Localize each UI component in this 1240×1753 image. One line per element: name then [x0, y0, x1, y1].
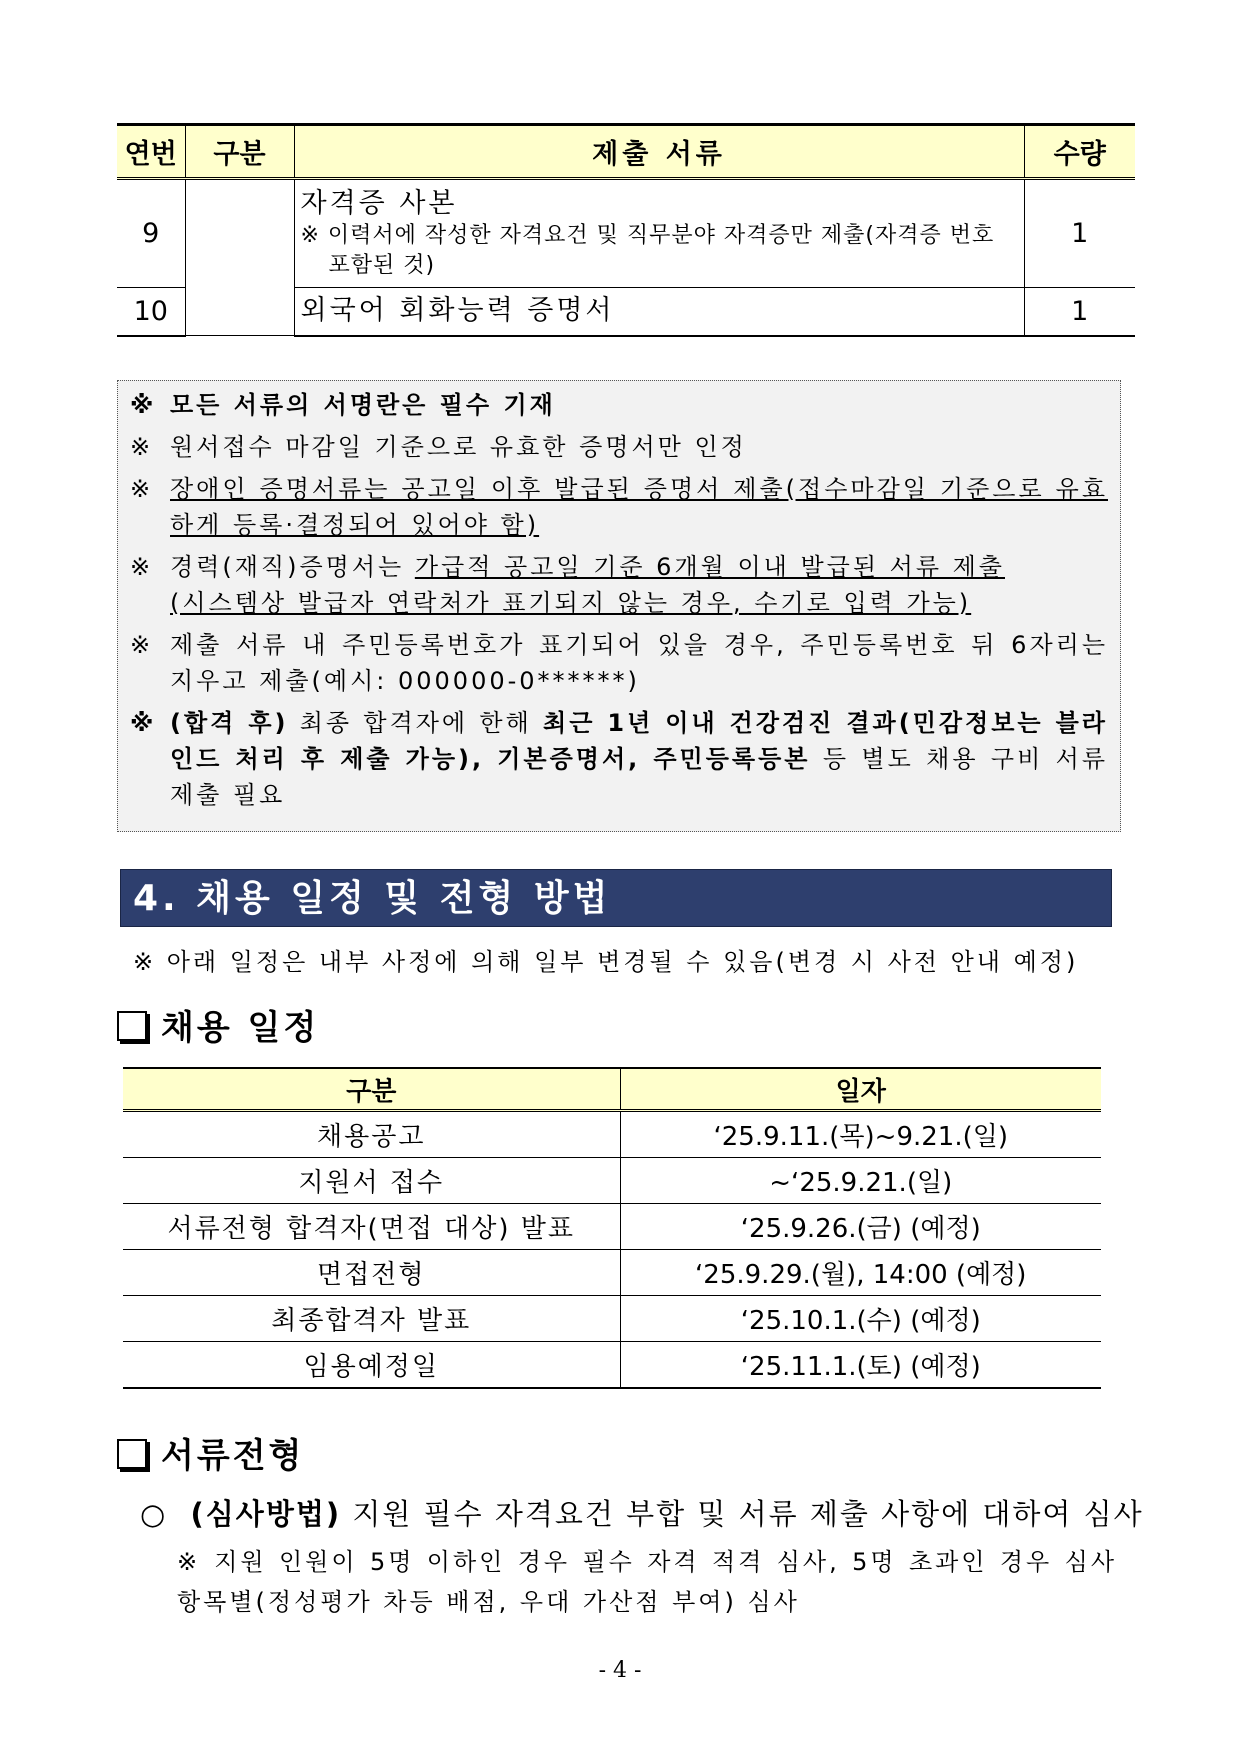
square-bullet-icon: [117, 1011, 147, 1041]
reference-mark: ※: [130, 391, 154, 419]
screening-note: ※ 지원 인원이 5명 이하인 경우 필수 자격 적격 심사, 5명 초과인 경우 심사 항목별(정성평가 차등 배점, 우대 가산점 부여) 심사: [177, 1548, 1117, 1616]
schedule-label: 서류전형 합격자(면접 대상) 발표: [123, 1204, 620, 1250]
reference-mark: ※: [130, 631, 151, 659]
schedule-table: [123, 1067, 1101, 1389]
note-signature: ※ 모든 서류의 서명란은 필수 기재: [130, 387, 1108, 423]
table-header-row: [117, 125, 1135, 179]
header-date: 일자: [620, 1068, 1101, 1111]
reference-mark: ※: [130, 553, 151, 581]
header-no: 연번: [117, 125, 185, 179]
table-row: [123, 1111, 1101, 1158]
schedule-label: 면접전형: [123, 1250, 620, 1296]
notes-box: [117, 380, 1121, 832]
document-note: ※ 이력서에 작성한 자격요건 및 직무분야 자격증만 제출(자격증 번호 포함된 것): [300, 222, 995, 278]
schedule-date: ‘25.11.1.(토) (예정): [620, 1342, 1101, 1389]
schedule-date: ‘25.9.26.(금) (예정): [620, 1204, 1101, 1250]
note-after-pass: ※ (합격 후) 최종 합격자에 한해 최근 1년 이내 건강검진 결과(민감정보는 블라인드 처리 후 제출 가능), 기본증명서, 주민등록등본 등 별도 채용 구비 서류 제출 필요: [130, 705, 1108, 813]
page-number: - 4 -: [598, 1658, 642, 1683]
table-row: [123, 1204, 1101, 1250]
schedule-label: 최종합격자 발표: [123, 1296, 620, 1342]
section-title: 4. 채용 일정 및 전형 방법: [120, 869, 1112, 927]
schedule-change-note: ※ 아래 일정은 내부 사정에 의해 일부 변경될 수 있음(변경 시 사전 안내 예정): [133, 948, 1079, 976]
header-documents: 제출 서류: [294, 125, 1024, 179]
reference-mark: ※: [130, 709, 154, 737]
schedule-date: ~‘25.9.21.(일): [620, 1158, 1101, 1204]
row-quantity: 1: [1024, 288, 1135, 336]
reference-mark: ※: [130, 433, 151, 461]
circle-bullet-icon: ○: [140, 1497, 168, 1531]
document-name: 자격증 사본: [300, 187, 458, 219]
screening-heading: 서류전형: [117, 1428, 304, 1477]
schedule-date: ‘25.9.11.(목)~9.21.(일): [620, 1111, 1101, 1158]
table-row: [123, 1342, 1101, 1389]
row-document: [294, 288, 1024, 336]
header-category: 구분: [185, 125, 294, 179]
header-quantity: 수량: [1024, 125, 1135, 179]
schedule-date: ‘25.9.29.(월), 14:00 (예정): [620, 1250, 1101, 1296]
note-resident-number: ※ 제출 서류 내 주민등록번호가 표기되어 있을 경우, 주민등록번호 뒤 6자리는 지우고 제출(예시: 000000-0******): [130, 627, 1108, 699]
schedule-label: 채용공고: [123, 1111, 620, 1158]
table-row: [117, 179, 1135, 288]
row-document: [294, 179, 1024, 288]
row-quantity: 1: [1024, 179, 1135, 288]
screening-method: ○ (심사방법) 지원 필수 자격요건 부합 및 서류 제출 사항에 대하여 심사: [140, 1497, 1144, 1531]
schedule-label: 임용예정일: [123, 1342, 620, 1389]
row-category: [185, 179, 294, 336]
table-row: [123, 1158, 1101, 1204]
document-name: 외국어 회화능력 증명서: [300, 295, 615, 327]
schedule-heading: 채용 일정: [117, 1000, 319, 1049]
schedule-date: ‘25.10.1.(수) (예정): [620, 1296, 1101, 1342]
row-no: 10: [117, 288, 185, 336]
header-category: 구분: [123, 1068, 620, 1111]
row-no: 9: [117, 179, 185, 288]
documents-table: [117, 123, 1135, 337]
table-header-row: [123, 1068, 1101, 1111]
note-valid-certificate: ※ 원서접수 마감일 기준으로 유효한 증명서만 인정: [130, 429, 1108, 465]
note-disability-certificate: ※ 장애인 증명서류는 공고일 이후 발급된 증명서 제출(접수마감일 기준으로 유효하게 등록·결정되어 있어야 함): [130, 471, 1108, 543]
table-row: [123, 1250, 1101, 1296]
schedule-label: 지원서 접수: [123, 1158, 620, 1204]
square-bullet-icon: [117, 1439, 147, 1469]
reference-mark: ※: [130, 475, 151, 503]
table-row: [123, 1296, 1101, 1342]
note-career-certificate: ※ 경력(재직)증명서는 가급적 공고일 기준 6개월 이내 발급된 서류 제출 (시스템상 발급자 연락처가 표기되지 않는 경우, 수기로 입력 가능): [130, 549, 1108, 621]
